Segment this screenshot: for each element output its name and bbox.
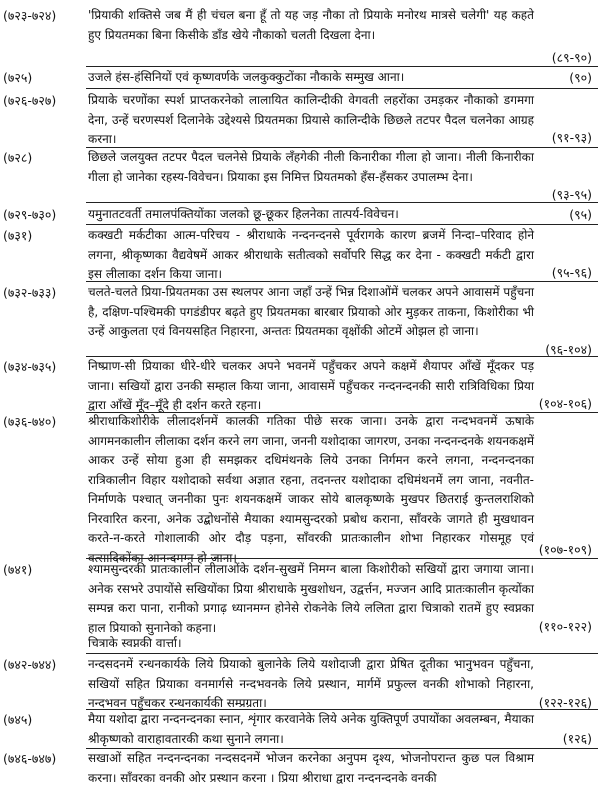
toc-entry-732-733 — [0, 283, 600, 361]
page-reference: (१२२-१२६) — [538, 695, 592, 710]
toc-entry-726-727 — [0, 91, 600, 149]
toc-entry-746-747 — [0, 749, 600, 789]
page-reference: (१०४-१०६) — [538, 396, 592, 411]
entry-text: नन्दसदनमें रन्धनकार्यके लिये प्रियाको बुलानेके लिये यशोदाजी द्वारा प्रेषित दूतीका भानुभवन पहुँचना, सखियों सहित प्रियाका वनमार्गसे नन्दभवनके लिये प्रस्थान, मार्गमें प्रफुल्ल वनकी शोभाको निहारना, नन्दभवन पहुँचकर रन्धनकार्यकी सम्प्रग्रता। — [88, 657, 534, 710]
entry-text: कक्खटी मर्कटीका आत्म-परिचय - श्रीराधाके नन्दनन्दनसे पूर्वरागके कारण ब्रजमें निन्दा–परिवाद होने लगना, श्रीकृष्णका वैद्यवेषमें आकर श्रीराधाके सतीत्वको सर्वोपरि सिद्ध कर देना - कक्खटी मर्कटी द्वारा इस लीलाका दर्शन किया जाना। — [88, 228, 534, 281]
toc-entry-731 — [0, 226, 600, 284]
entry-number: (७३६-७४०) — [3, 414, 57, 429]
divider — [86, 281, 598, 282]
divider — [86, 653, 598, 654]
entry-number: (७२८) — [3, 150, 33, 165]
entry-text: श्यामसुन्दरकी प्रातःकालीन लीलाओंके दर्शन-सुखमें निमग्न बाला किशोरीको सखियों द्वारा जगाया जाना। अनेक रसभरे उपायोंसे सखियोंका प्रिया श्रीराधाके मुखशोधन, उद्वर्त्तन, मज्जन आदि प्रातःकालीन कृत्योंका सम्पन्न करा पाना, रानीको प्रगाढ़ ध्यानमग्न होनेसे रोकनेके लिये ललिता द्वारा चित्राको रातमें हुए स्वप्नका हाल प्रियाको सुनानेको कहना। — [88, 562, 534, 635]
entry-text: 'प्रियाकी शक्तिसे जब मैं ही चंचल बना हूँ तो यह जड़ नौका तो प्रियाके मनोरथ मात्रसे चलेगी' यह कहते हुए प्रियतमका बिना किसीके डाँड खेये नौकाको चलती दिखला देना। — [88, 8, 534, 42]
entry-number: (७४१) — [3, 562, 33, 577]
entry-number: (७३२-७३३) — [3, 285, 57, 300]
entry-text: चलते-चलते प्रिया-प्रियतमका उस स्थलपर आना जहाँ उन्हें भिन्न दिशाओंमें चलकर अपने आवासमें पहुँचना है, दक्षिण-पश्चिमकी पगडंडीपर बढ़ते हुए प्रियतमका बारबार प्रियाको ओर मुड़कर ताकना, किशोरीका भी उन्हें आकुलता एवं विनयसहित निहारना, अन्ततः प्रियतमका वृक्षोंकी ओटमें ओझल हो जाना। — [88, 285, 534, 338]
page-reference: (१०७-१०९) — [538, 542, 592, 557]
entry-text: उजले हंस-हंसिनियों एवं कृष्णवर्णके जलकुक्कुटोंका नौकाके सम्मुख आना। — [88, 70, 405, 84]
toc-entry-741 — [0, 560, 600, 638]
page-reference: (९३-९५) — [551, 187, 592, 202]
entry-text: छिछले जलयुक्त तटपर पैदल चलनेसे प्रियाके लँहगेकी नीली किनारीका गीला हो जाना। नीली किनारीका गीला हो जानेका रहस्य-विवेचन। प्रियाका इस निमित्त प्रियतमको हँस-हँसकर उपालम्भ देना। — [88, 150, 534, 184]
toc-entry-723-724 — [0, 6, 600, 66]
entry-text: चित्राके स्वप्नकी वार्त्ता। — [88, 636, 182, 650]
divider — [86, 558, 598, 559]
entry-number: (७२६-७२७) — [3, 93, 57, 108]
entry-text: निष्प्राण-सी प्रियाका धीरे-धीरे चलकर अपने भवनमें पहुँचकर अपने कक्षमें शैयापर आँखें मूँदकर पड़ जाना। सखियों द्वारा उनकी सम्हाल किया जाना, आवासमें पहुँचकर नन्दनन्दनकी सारी रात्रिविधिका प्रिया द्वारा आँखें मूँद–मूँदे ही दर्शन करते रहना। — [88, 359, 534, 412]
entry-text: यमुनातटवर्ती तमालपंक्तियोंका जलको छू-छूकर हिलनेका तात्पर्य-विवेचन। — [88, 207, 399, 221]
entry-number: (७२५) — [3, 70, 33, 85]
toc-entry-725 — [0, 68, 600, 88]
toc-entry-734-735 — [0, 357, 600, 415]
toc-entry-chitra-dream — [0, 634, 600, 654]
page-reference: (१२६) — [562, 731, 592, 746]
divider — [86, 224, 598, 225]
entry-text: प्रियाके चरणोंका स्पर्श प्राप्तकरनेको लालायित कालिन्दीकी वेगवती लहरोंका उमड़कर नौकाको डगमगा देना, उन्हें चरणस्पर्श दिलानेके उद्देश्यसे प्रियतमका प्रियासे कालिन्दीके छिछले तटपर पैदल चलनेका आग्रह करना। — [88, 93, 534, 146]
page-reference: (९५-९६) — [551, 265, 592, 280]
toc-entry-745 — [0, 710, 600, 750]
toc-entry-729-730 — [0, 205, 600, 225]
page-reference: (११०-१२२) — [538, 619, 592, 634]
entry-number: (७३४-७३५) — [3, 359, 57, 374]
toc-entry-736-740 — [0, 412, 600, 565]
divider — [86, 66, 598, 67]
page-reference: (९०) — [569, 70, 592, 85]
divider — [86, 88, 598, 89]
page-reference: (८९-९०) — [551, 50, 592, 65]
entry-number: (७४६-७४७) — [3, 751, 57, 766]
entry-number: (७३१) — [3, 228, 33, 243]
toc-entry-742-744 — [0, 655, 600, 713]
entry-text: मैया यशोदा द्वारा नन्दनन्दनका स्नान, शृंगार करवानेके लिये अनेक युक्तिपूर्ण उपायोंका अवलम्बन, मैयाका श्रीकृष्णको वाराहावतारकी कथा सुनाने लगना। — [88, 712, 534, 746]
entry-number: (७२९-७३०) — [3, 207, 57, 222]
toc-entry-728 — [0, 148, 600, 206]
entry-text: श्रीराधाकिशोरीके लीलादर्शनमें कालकी गतिका पीछे सरक जाना। उनके द्वारा नन्दभवनमें ऊषाके आगमनकालीन लीलाका दर्शन करने लग जाना, जननी यशोदाका जागरण, उनका नन्दनन्दनके शयनकक्षमें आकर उन्हें सोया हुआ ही समझकर दधिमंथनके लिये उनका निर्गमन करने लगना, नन्दनन्दनका रात्रिकालीन विहार यशोदाको सर्वथा अज्ञात रहना, तदनन्तर यशोदाका दधिमंथनमें लग जाना, नवनीत-निर्माणके पश्चात् जननीका पुनः शयनकक्षमें जाकर सोये बालकृष्णके मुखपर छितराई कुन्तलराशिको निरवारित करना, अनेक उद्बोधनोंसे मैयाका श्यामसुन्दरको प्रबोध कराना, साँवरके जागते ही मुखधावन करते-न-करते गोशालाकी ओर दौड़ पड़ना, साँवरकी प्रातःकालीन शोभा निहारकर गोसमूह एवं वत्सादिकोंका आनन्दमग्न हो जाना। — [88, 414, 534, 565]
entry-number: (७२३-७२४) — [3, 8, 57, 23]
divider — [86, 202, 598, 203]
entry-number: (७४२-७४४) — [3, 657, 57, 672]
page-reference: (९१-९३) — [551, 130, 592, 145]
entry-number: (७४५) — [3, 712, 33, 727]
page-reference: (९६-१०४) — [545, 342, 592, 357]
page-reference: (९५) — [569, 207, 592, 222]
entry-text: सखाओं सहित नन्दनन्दनका नन्दसदनमें भोजन करनेका अनुपम दृश्य, भोजनोपरान्त कुछ पल विश्राम करना। साँवरका वनकी ओर प्रस्थान करना । प्रिया श्रीराधा द्वारा नन्दनन्दनके वनकी — [88, 751, 534, 785]
